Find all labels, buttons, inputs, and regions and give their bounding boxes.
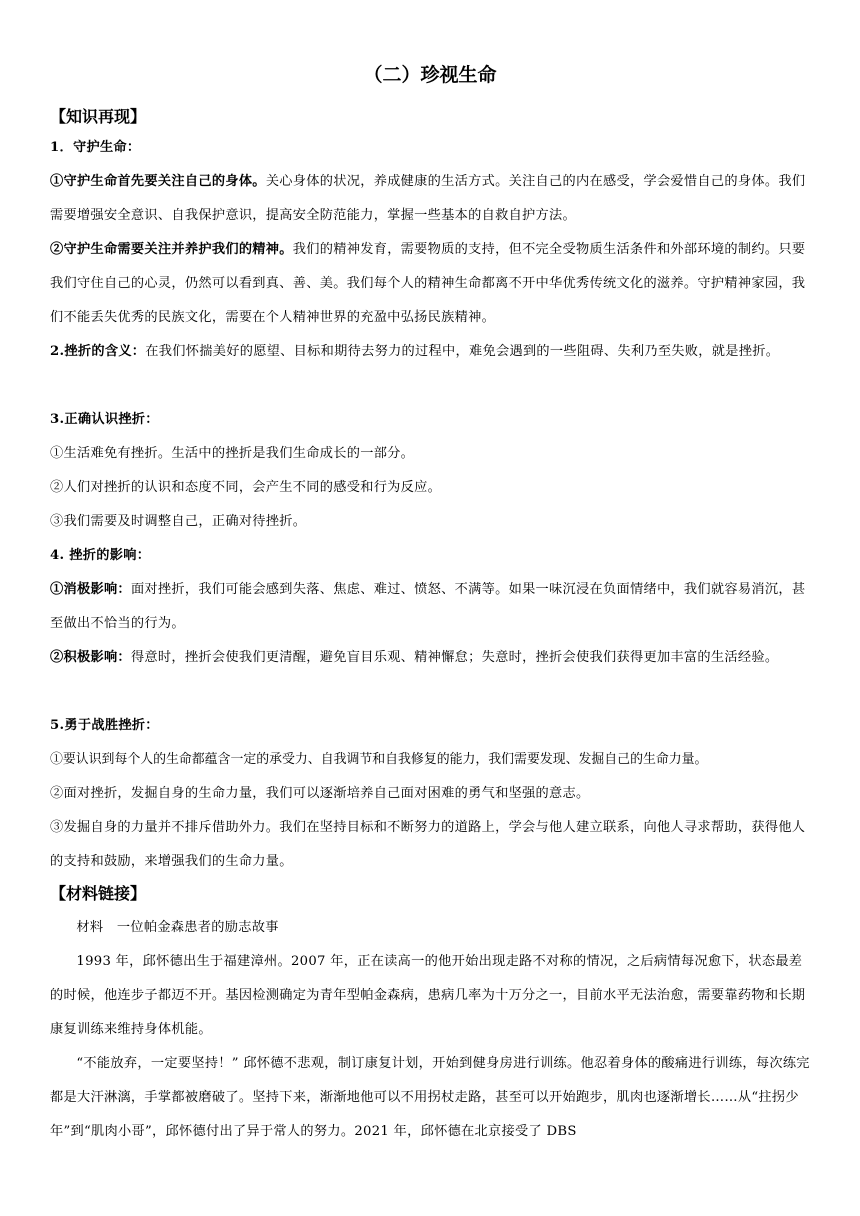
item5-point-3: ③发掘自身的力量并不排斥借助外力。我们在坚持目标和不断努力的道路上，学会与他人建立联系，向他人寻求帮助，获得他人的支持和鼓励，来增强我们的生命力量。 (50, 820, 806, 869)
frustration-meaning-lead: 2.挫折的含义： (50, 344, 146, 359)
paragraph-protect-spirit-text: 我们的精神发育，需要物质的支持，但不完全受物质生活条件和外部环境的制约。只要我们守住自己的心灵，仍然可以看到真、善、美。我们每个人的精神生命都离不开中华优秀传统文化的滋养。守护精神家园，我们不能丢失优秀的民族文化，需要在个人精神世界的充盈中弘扬民族精神。 (50, 242, 806, 325)
paragraph-positive-effect (50, 641, 810, 675)
item5-label (50, 709, 810, 743)
section-heading-material: 【材料链接】 (50, 884, 147, 903)
item3-point-3: ③我们需要及时调整自己，正确对待挫折。 (50, 514, 307, 529)
paragraph-protect-spirit (50, 233, 810, 335)
page-title: （二）珍视生命 (363, 64, 497, 86)
item3-point-2: ②人们对挫折的认识和态度不同，会产生不同的感受和行为反应。 (50, 480, 442, 495)
item5-point-1: ①要认识到每个人的生命都蕴含一定的承受力、自我调节和自我修复的能力，我们需要发现、发掘自己的生命力量。 (50, 752, 708, 767)
negative-effect-lead: ①消极影响： (50, 582, 131, 597)
item4-label (50, 539, 810, 573)
item3-point-1: ①生活难免有挫折。生活中的挫折是我们生命成长的一部分。 (50, 446, 415, 461)
paragraph-protect-body-text: 关心身体的状况，养成健康的生活方式。关注自己的内在感受，学会爱惜自己的身体。我们需要增强安全意识、自我保护意识，提高安全防范能力，掌握一些基本的自救自护方法。 (50, 174, 806, 223)
material-paragraph-2: “不能放弃，一定要坚持！” 邱怀德不悲观，制订康复计划，开始到健身房进行训练。他忍着身体的酸痛进行训练，每次练完都是大汗淋漓，手掌都被磨破了。坚持下来，渐渐地他可以不用拐杖走路，甚至可以开始跑步，肌肉也逐渐增长……从“拄拐少年”到“肌肉小哥”，邱怀德付出了异于常人的努力。2021 年，邱怀德在北京接受了 DBS (50, 1056, 810, 1139)
paragraph-protect-body (50, 165, 810, 233)
item5-label-text: 5.勇于战胜挫折： (50, 718, 159, 733)
section-heading-knowledge: 【知识再现】 (50, 107, 147, 126)
paragraph-negative-effect (50, 573, 810, 641)
item4-label-text: 4. 挫折的影响： (50, 548, 151, 563)
material-paragraph-1: 1993 年，邱怀德出生于福建漳州。2007 年，正在读高一的他开始出现走路不对称的情况，之后病情每况愈下，状态最差的时候，他连步子都迈不开。基因检测确定为青年型帕金森病，患病几率为十万分之一，目前水平无法治愈，需要靠药物和长期康复训练来维持身体机能。 (50, 954, 806, 1037)
paragraph-protect-body-lead: ①守护生命首先要关注自己的身体。 (50, 174, 266, 189)
negative-effect-text: 面对挫折，我们可能会感到失落、焦虑、难过、愤怒、不满等。如果一味沉浸在负面情绪中，我们就容易消沉，甚至做出不恰当的行为。 (50, 582, 806, 631)
item3-label (50, 403, 810, 437)
item1-label (50, 131, 810, 165)
positive-effect-text: 得意时，挫折会使我们更清醒，避免盲目乐观、精神懈怠；失意时，挫折会使我们获得更加丰富的生活经验。 (130, 650, 779, 665)
paragraph-frustration-meaning (50, 335, 810, 369)
paragraph-protect-spirit-lead: ②守护生命需要关注并养护我们的精神。 (50, 242, 293, 257)
item1-label-text: 1．守护生命： (50, 140, 141, 155)
item5-point-2: ②面对挫折，发掘自身的生命力量，我们可以逐渐培养自己面对困难的勇气和坚强的意志。 (50, 786, 590, 801)
positive-effect-lead: ②积极影响： (50, 650, 131, 665)
item3-label-text: 3.正确认识挫折： (50, 412, 159, 427)
material-title: 材料 一位帕金森患者的励志故事 (76, 920, 279, 935)
frustration-meaning-text: 在我们怀揣美好的愿望、目标和期待去努力的过程中，难免会遇到的一些阻碍、失利乃至失败，就是挫折。 (145, 344, 780, 359)
